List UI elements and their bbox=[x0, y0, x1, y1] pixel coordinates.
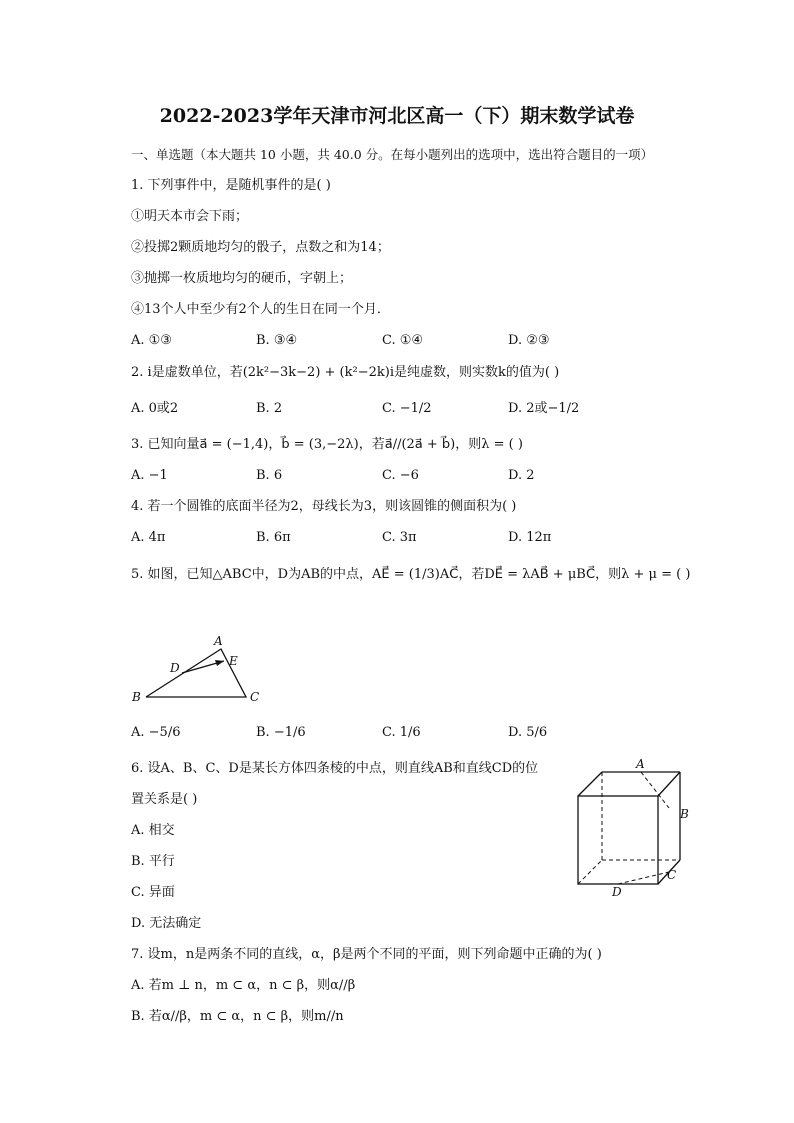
question-6-stem: 6. 设A、B、C、D是某长方体四条棱的中点，则直线AB和直线CD的位 bbox=[131, 761, 539, 776]
question-4-option-d: D. 12π bbox=[508, 530, 552, 545]
figure-label: A bbox=[636, 757, 645, 771]
question-3-option-d: D. 2 bbox=[508, 468, 535, 483]
question-5-option-a: A. −5/6 bbox=[131, 725, 181, 740]
figure-label: B bbox=[132, 690, 141, 704]
question-3-option-b: B. 6 bbox=[256, 468, 283, 483]
question-4-option-b: B. 6π bbox=[256, 530, 291, 545]
question-5-option-b: B. −1/6 bbox=[256, 725, 306, 740]
question-7-option-a: A. 若m ⊥ n，m ⊂ α，n ⊂ β，则α//β bbox=[131, 978, 356, 993]
question-3-option-c: C. −6 bbox=[382, 468, 419, 483]
question-1-stem: 1. 下列事件中，是随机事件的是( ) bbox=[131, 178, 331, 193]
figure-label: D bbox=[170, 661, 180, 675]
question-1-option-c: C. ①④ bbox=[382, 333, 424, 348]
question-2-stem: 2. i是虚数单位，若(2k²−3k−2) + (k²−2k)i是纯虚数，则实数k的值为( ) bbox=[131, 365, 560, 380]
question-4-option-a: A. 4π bbox=[131, 530, 166, 545]
question-3-stem: 3. 已知向量a⃗ = (−1,4)，b⃗ = (3,−2λ)，若a⃗//(2a⃗ + b⃗)，则λ = ( ) bbox=[131, 437, 523, 452]
question-6-stem-cont: 置关系是( ) bbox=[131, 792, 198, 807]
question-1-item: ①明天本市会下雨； bbox=[131, 209, 249, 224]
figure-label: D bbox=[612, 885, 622, 899]
question-1-option-a: A. ①③ bbox=[131, 333, 172, 348]
question-7-option-b: B. 若α//β，m ⊂ α，n ⊂ β，则m//n bbox=[131, 1009, 344, 1024]
question-3-option-a: A. −1 bbox=[131, 468, 168, 483]
question-5-stem: 5. 如图，已知△ABC中，D为AB的中点，AE⃗ = (1/3)AC⃗，若DE⃗ = λAB⃗ + μBC⃗，则λ + μ = ( ) bbox=[131, 567, 691, 582]
figure-label: A bbox=[214, 634, 223, 648]
triangle-figure bbox=[128, 630, 268, 710]
section-heading: 一、单选题（本大题共 10 小题，共 40.0 分。在每小题列出的选项中，选出符合题目的一项） bbox=[131, 147, 654, 162]
question-6-option-a: A. 相交 bbox=[131, 823, 175, 838]
question-6-option-d: D. 无法确定 bbox=[131, 916, 202, 931]
figure-label: B bbox=[680, 807, 689, 821]
question-6-option-c: C. 异面 bbox=[131, 885, 175, 900]
question-6-option-b: B. 平行 bbox=[131, 854, 175, 869]
figure-label: E bbox=[229, 654, 238, 668]
question-1-item: ③抛掷一枚质地均匀的硬币，字朝上； bbox=[131, 271, 353, 286]
question-1-item: ④13个人中至少有2个人的生日在同一个月． bbox=[131, 302, 390, 317]
question-2-option-d: D. 2或−1/2 bbox=[508, 401, 580, 416]
question-1-option-b: B. ③④ bbox=[256, 333, 298, 348]
question-1-item: ②投掷2颗质地均匀的骰子，点数之和为14； bbox=[131, 240, 390, 255]
question-2-option-c: C. −1/2 bbox=[382, 401, 432, 416]
question-5-option-d: D. 5/6 bbox=[508, 725, 548, 740]
cuboid-figure bbox=[570, 756, 700, 901]
question-4-stem: 4. 若一个圆锥的底面半径为2，母线长为3，则该圆锥的侧面积为( ) bbox=[131, 499, 517, 514]
figure-label: C bbox=[667, 868, 677, 882]
question-1-option-d: D. ②③ bbox=[508, 333, 550, 348]
question-7-stem: 7. 设m，n是两条不同的直线，α，β是两个不同的平面，则下列命题中正确的为( ) bbox=[131, 947, 602, 962]
page-title: 2022-2023学年天津市河北区高一（下）期末数学试卷 bbox=[159, 105, 635, 127]
question-5-option-c: C. 1/6 bbox=[382, 725, 421, 740]
question-2-option-b: B. 2 bbox=[256, 401, 283, 416]
figure-label: C bbox=[250, 690, 260, 704]
question-4-option-c: C. 3π bbox=[382, 530, 417, 545]
question-2-option-a: A. 0或2 bbox=[131, 401, 179, 416]
